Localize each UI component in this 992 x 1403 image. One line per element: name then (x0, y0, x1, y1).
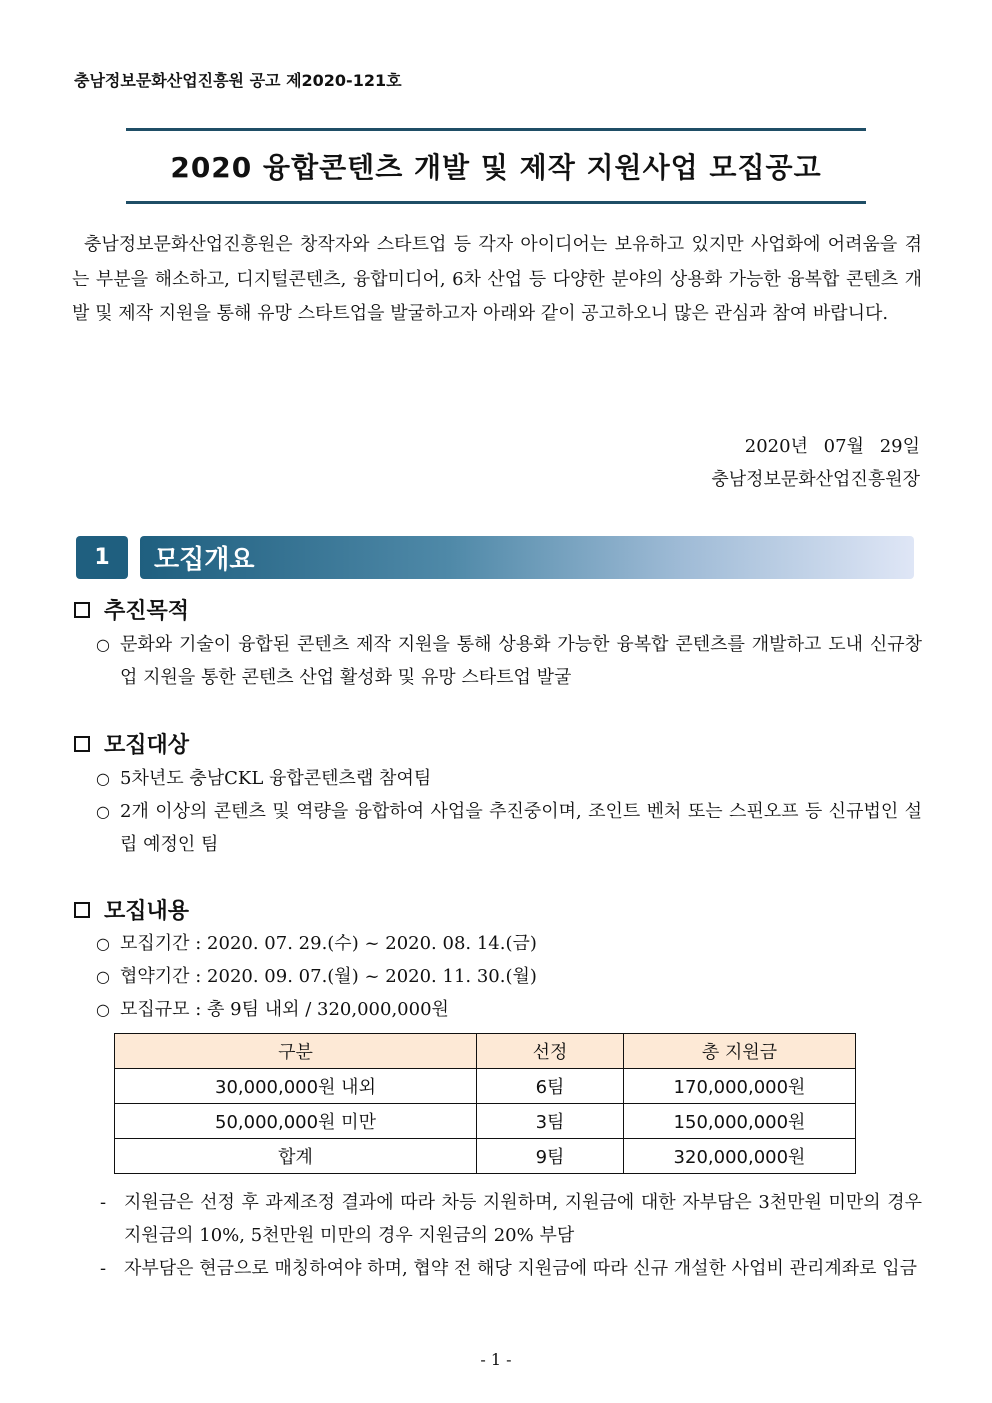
list-item-text: 2개 이상의 콘텐츠 및 역량을 융합하여 사업을 추진중이며, 조인트 벤처 또는 스핀오프 등 신규법인 설립 예정인 팀 (120, 801, 922, 855)
purpose-list (96, 628, 922, 694)
notes-list (100, 1186, 922, 1285)
circle-bullet-icon: ○ (96, 934, 110, 953)
dash-bullet: - (100, 1192, 107, 1213)
notice-number: 충남정보문화산업진흥원 공고 제2020-121호 (74, 71, 402, 90)
note-text: 자부담은 현금으로 매칭하여야 하며, 협약 전 해당 지원금에 따라 신규 개설한 사업비 관리계좌로 입금 (124, 1258, 918, 1279)
checkbox-icon (74, 602, 90, 618)
purpose-heading-label: 추진목적 (104, 599, 190, 624)
table-row (115, 1139, 856, 1174)
page-title: 2020 융합콘텐츠 개발 및 제작 지원사업 모집공고 (170, 151, 822, 184)
note-item (100, 1252, 922, 1285)
table-row (115, 1069, 856, 1104)
page-number: - 1 - (480, 1350, 512, 1369)
circle-bullet-icon: ○ (96, 1000, 110, 1019)
column-header: 총 지원금 (624, 1034, 856, 1069)
circle-bullet-icon: ○ (96, 769, 110, 788)
table-cell: 3팀 (477, 1104, 624, 1139)
dash-bullet: - (100, 1258, 107, 1279)
table-cell: 9팀 (477, 1139, 624, 1174)
list-item (96, 762, 922, 795)
target-heading-label: 모집대상 (104, 733, 190, 758)
circle-bullet-icon: ○ (96, 635, 110, 654)
column-header: 구분 (115, 1034, 477, 1069)
funding-table (114, 1033, 856, 1174)
section-number: 1 (76, 536, 128, 579)
note-text: 지원금은 선정 후 과제조정 결과에 따라 차등 지원하며, 지원금에 대한 자부담은 3천만원 미만의 경우 지원금의 10%, 5천만원 미만의 경우 지원금의 20% 부담 (124, 1192, 922, 1246)
title-box (126, 128, 866, 204)
table-cell: 30,000,000원 내외 (115, 1069, 477, 1104)
list-item (96, 960, 922, 993)
list-item (96, 795, 922, 861)
circle-bullet-icon: ○ (96, 802, 110, 821)
table-cell: 320,000,000원 (624, 1139, 856, 1174)
list-item-text: 5차년도 충남CKL 융합콘텐츠랩 참여팀 (120, 768, 432, 789)
list-item (96, 993, 922, 1026)
section-header (76, 536, 914, 579)
content-heading (74, 894, 189, 925)
table-cell: 6팀 (477, 1069, 624, 1104)
purpose-heading (74, 594, 189, 625)
table-cell: 170,000,000원 (624, 1069, 856, 1104)
contract-period: 협약기간 : 2020. 09. 07.(월) ~ 2020. 11. 30.(월) (120, 966, 537, 987)
table-cell: 50,000,000원 미만 (115, 1104, 477, 1139)
intro-paragraph: 충남정보문화산업진흥원은 창작자와 스타트업 등 각자 아이디어는 보유하고 있지만 사업화에 어려움을 겪는 부분을 해소하고, 디지털콘텐츠, 융합미디어, 6차 산업 등 다양한 분야의 상용화 가능한 융복합 콘텐츠 개발 및 제작 지원을 통해 유망 스타트업을 발굴하고자 아래와 같이 공고하오니 많은 관심과 참여 바랍니다. (72, 234, 922, 324)
list-item (96, 628, 922, 694)
recruit-period: 모집기간 : 2020. 07. 29.(수) ~ 2020. 08. 14.(금) (120, 933, 537, 954)
table-cell: 150,000,000원 (624, 1104, 856, 1139)
column-header: 선정 (477, 1034, 624, 1069)
circle-bullet-icon: ○ (96, 967, 110, 986)
recruit-scale: 모집규모 : 총 9팀 내외 / 320,000,000원 (120, 999, 449, 1020)
target-heading (74, 728, 189, 759)
checkbox-icon (74, 736, 90, 752)
content-heading-label: 모집내용 (104, 899, 190, 924)
announcement-date: 2020년 07월 29일 (744, 436, 920, 457)
table-header-row (115, 1034, 856, 1069)
table-cell: 합계 (115, 1139, 477, 1174)
issuer-name: 충남정보문화산업진흥원장 (711, 469, 920, 490)
table-row (115, 1104, 856, 1139)
list-item (96, 927, 922, 960)
list-item-text: 문화와 기술이 융합된 콘텐츠 제작 지원을 통해 상용화 가능한 융복합 콘텐츠를 개발하고 도내 신규창업 지원을 통한 콘텐츠 산업 활성화 및 유망 스타트업 발굴 (120, 634, 922, 688)
checkbox-icon (74, 902, 90, 918)
target-list (96, 762, 922, 861)
note-item (100, 1186, 922, 1252)
content-list (96, 927, 922, 1026)
section-title: 모집개요 (140, 536, 914, 579)
